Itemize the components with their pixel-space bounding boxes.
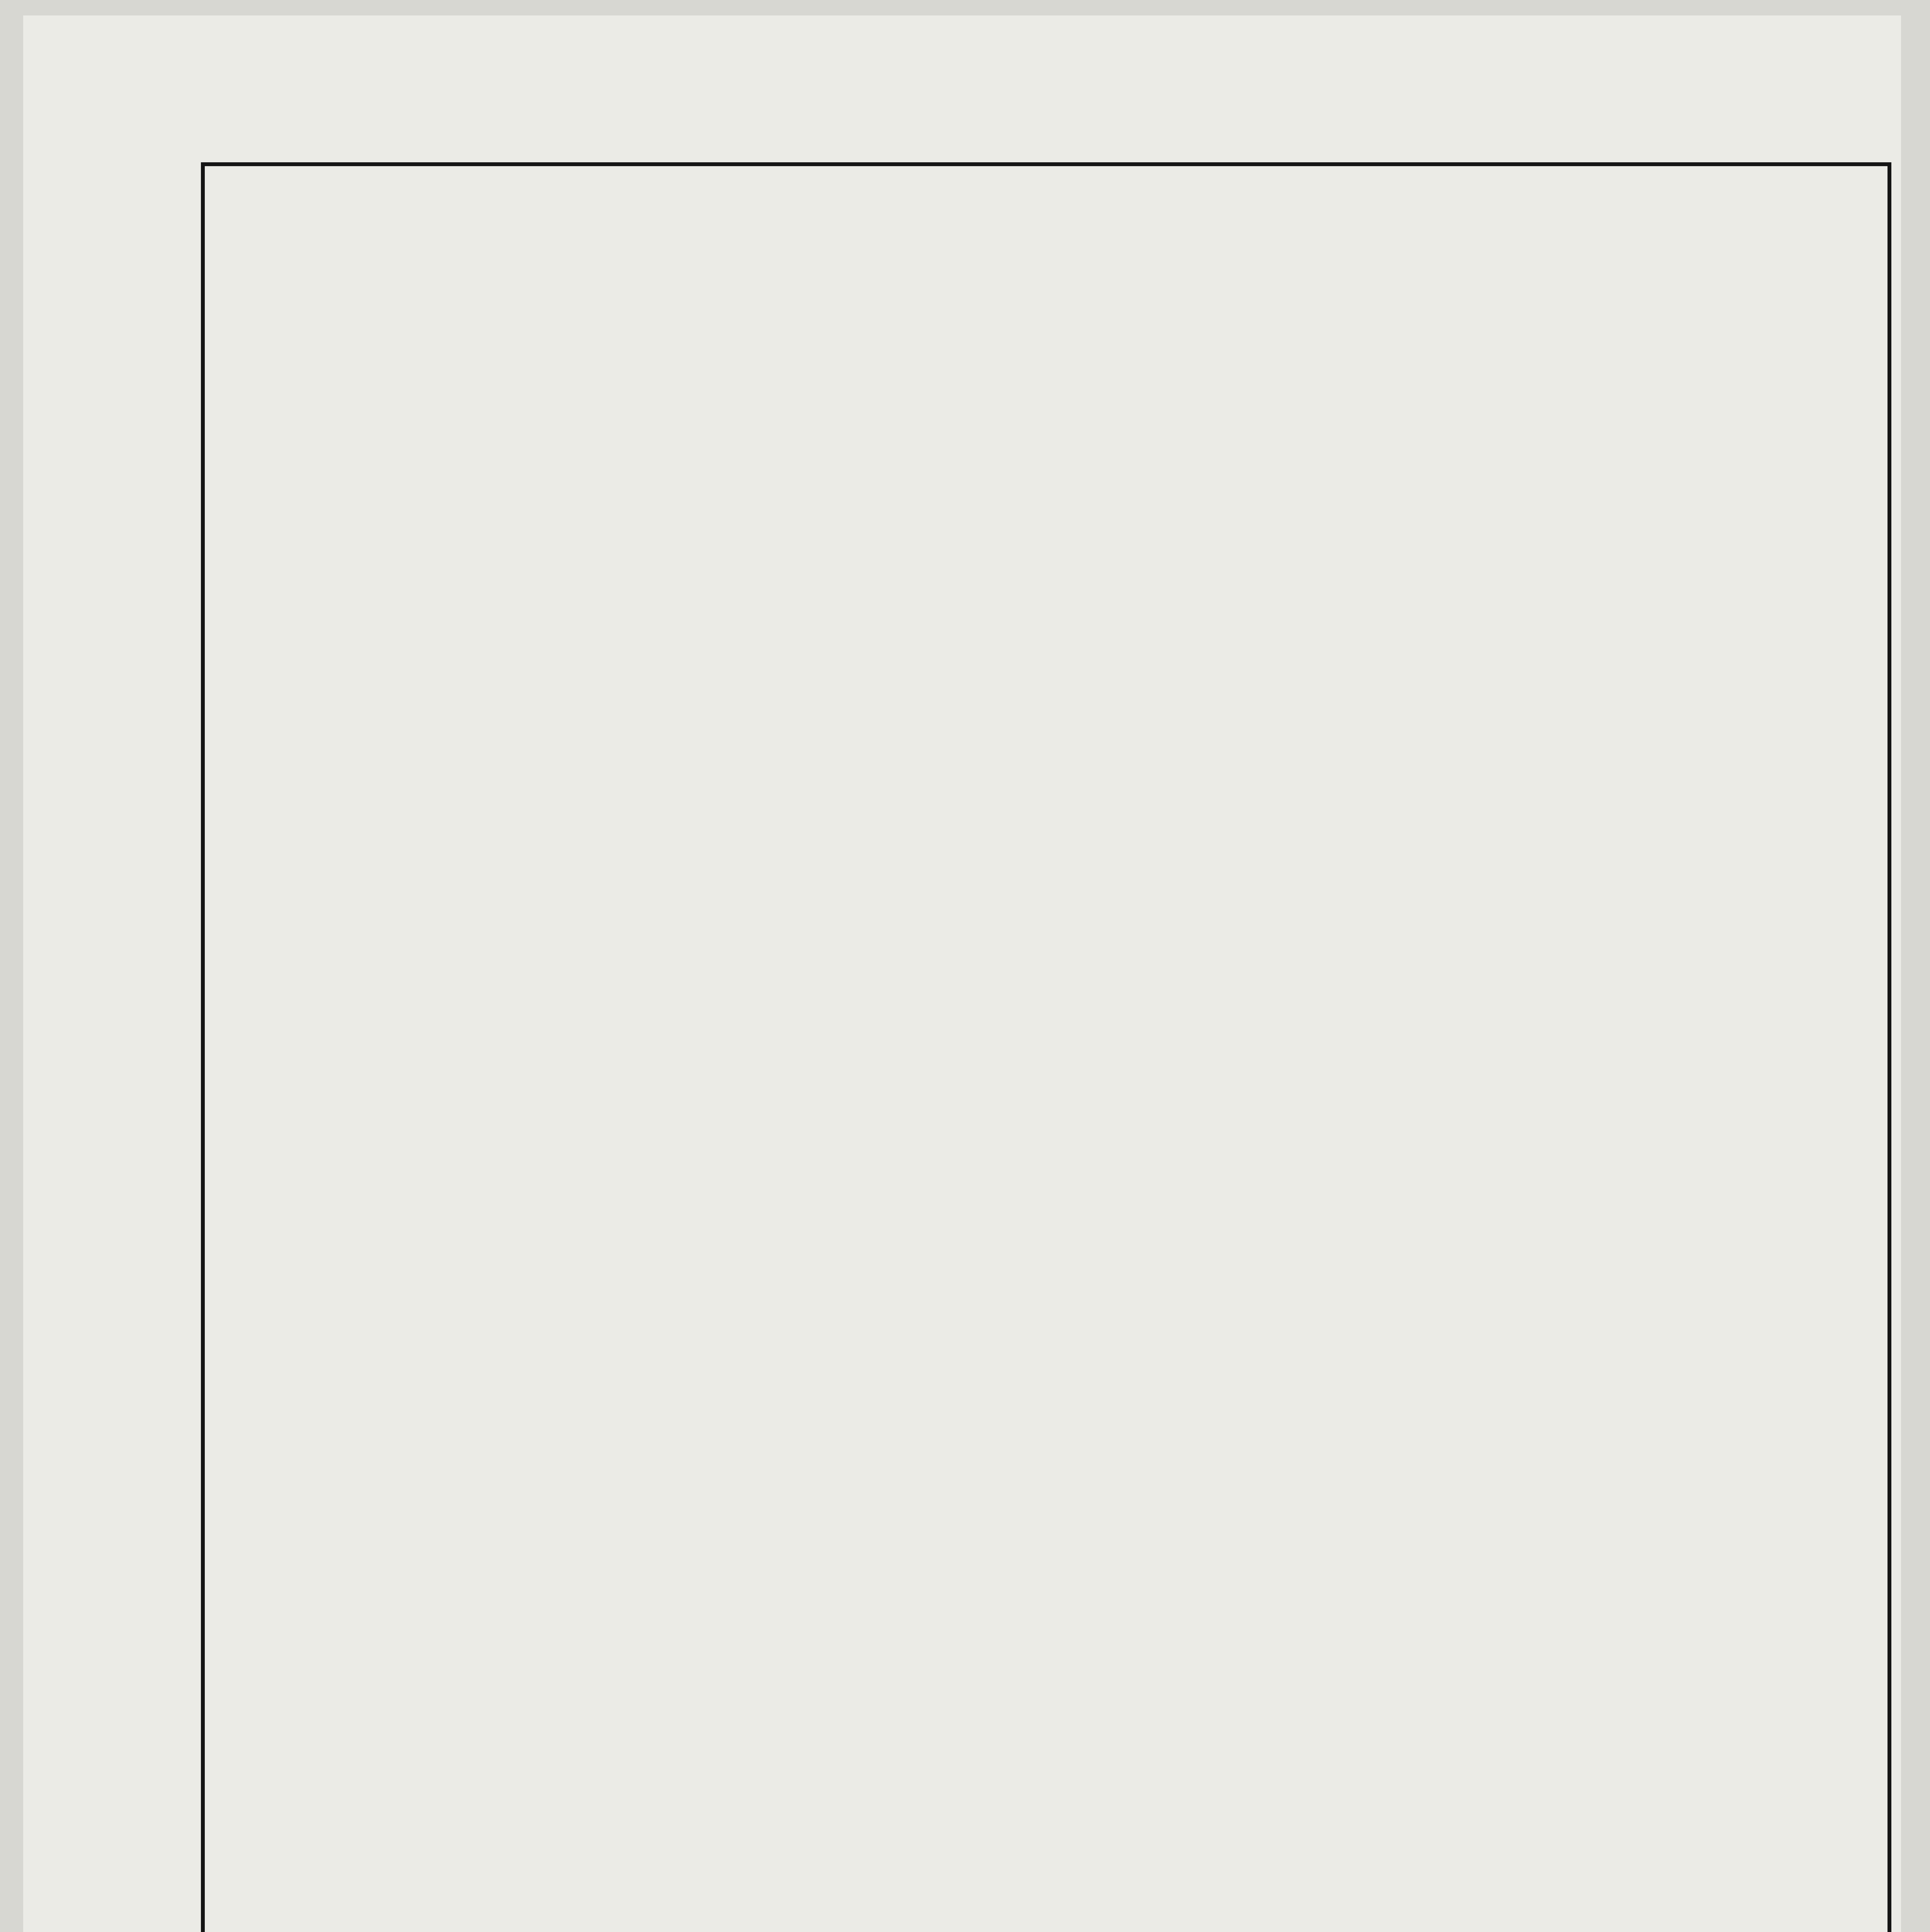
cote-frame bbox=[201, 162, 1891, 1932]
